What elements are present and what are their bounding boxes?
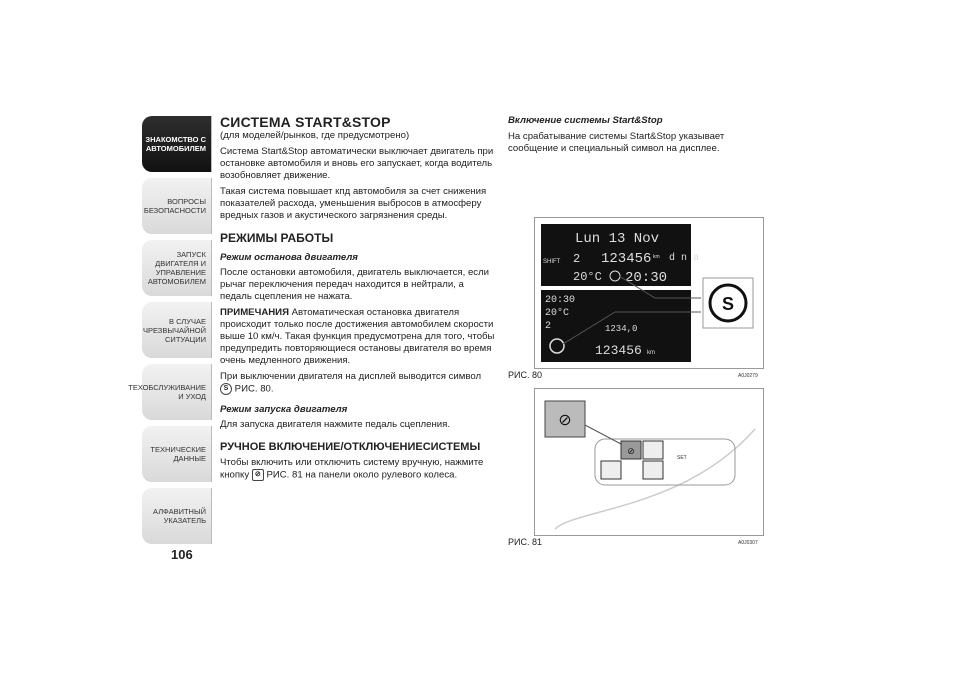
figure-81-caption: РИС. 81 (508, 537, 542, 547)
tab-alfavitny[interactable]: АЛФАВИТНЫЙ УКАЗАТЕЛЬ (142, 488, 212, 544)
paragraph (220, 371, 495, 396)
section-heading: РЕЖИМЫ РАБОТЫ (220, 231, 334, 245)
subsection-heading: Режим останова двигателя (220, 252, 358, 263)
note-label: ПРИМЕЧАНИЯ (220, 307, 289, 318)
set-label: SET (677, 455, 687, 461)
display-temp: 20°C (545, 308, 570, 319)
figure-80-code: A0J0279 (738, 373, 758, 379)
panel-button[interactable] (643, 461, 663, 479)
page-number: 106 (171, 547, 193, 562)
display-time: 20:30 (545, 295, 576, 306)
display-unit: km (653, 254, 660, 260)
figure-80-caption: РИС. 80 (508, 370, 542, 380)
panel-button[interactable] (643, 441, 663, 459)
text: РИС. 80. (232, 383, 274, 395)
display-unit: km (647, 350, 655, 356)
right-column (508, 115, 768, 155)
paragraph: Такая система повышает кпд автомобиля за счет снижения показателей расхода, уменьшения выбросов в атмосферу вредных газов и акустического загрязнения среды. (220, 186, 487, 221)
paragraph: Система Start&Stop автоматически выключает двигатель при остановке автомобиля и вновь его запускает, когда водитель возобновляет движение. (220, 146, 494, 181)
tab-znakomstvo[interactable]: ЗНАКОМСТВО С АВТОМОБИЛЕМ (142, 116, 212, 172)
section-heading: РУЧНОЕ ВКЛЮЧЕНИЕ/ОТКЛЮЧЕНИЕСИСТЕМЫ (220, 440, 481, 453)
subsection-heading: Режим запуска двигателя (220, 403, 348, 415)
display-temp: 20°C (573, 270, 602, 284)
left-column (220, 115, 495, 485)
subsection-heading: Включение системы Start&Stop (508, 115, 663, 126)
display-odometer: 123456 (601, 251, 652, 267)
display-date: Lun 13 Nov (575, 231, 660, 247)
text: При выключении двигателя на дисплей выводится символ (220, 371, 482, 382)
start-stop-button-icon: ⊘ (627, 446, 635, 456)
pointer-line (585, 425, 621, 444)
figure-80 (534, 217, 764, 369)
start-stop-button-icon: ⊘ (252, 469, 264, 481)
paragraph: Для запуска двигателя нажмите педаль сцепления. (220, 418, 450, 430)
note-text: Автоматическая остановка двигателя происходит только после достижения автомобилем скорости выше 10 км/ч. Такая функция предусмотрена для того, чтобы предупредить повторяющиеся остановы двигателя во время очень медленного движения. (220, 307, 495, 366)
start-stop-symbol-letter: S (721, 294, 735, 314)
figure-81-code: A0J0307 (738, 540, 758, 546)
start-stop-button-icon: ⊘ (558, 412, 572, 429)
tab-chrezvychaynaya[interactable]: В СЛУЧАЕ ЧРЕЗВЫЧАЙНОЙ СИТУАЦИИ (142, 302, 212, 358)
figure-81 (534, 388, 764, 536)
paragraph: На срабатывание системы Start&Stop указывает сообщение и специальный символ на дисплее. (508, 131, 725, 154)
panel-button[interactable] (601, 461, 621, 479)
tab-zapusk[interactable]: ЗАПУСК ДВИГАТЕЛЯ И УПРАВЛЕНИЕ АВТОМОБИЛЕМ (142, 240, 212, 296)
display-gear: 2 (573, 252, 581, 266)
text: Чтобы включить или отключить систему вручную, нажмите кнопку (220, 456, 484, 481)
tab-tekhobsluzhivanie[interactable]: ТЕХОБСЛУЖИВАНИЕ И УХОД (142, 364, 212, 420)
start-stop-symbol-icon: S (220, 383, 232, 395)
paragraph (220, 457, 495, 482)
display-gear: 2 (545, 321, 552, 332)
page-title: СИСТЕМА START&STOP (220, 114, 391, 130)
display-mode-letters: d n a (669, 253, 700, 264)
tab-bezopasnost[interactable]: ВОПРОСЫ БЕЗОПАСНОСТИ (142, 178, 212, 234)
display-trip: 1234,0 (605, 324, 638, 334)
display-illustration (535, 218, 763, 368)
panel-illustration (535, 389, 763, 535)
tab-tekhnicheskie[interactable]: ТЕХНИЧЕСКИЕ ДАННЫЕ (142, 426, 212, 482)
shift-label: SHIFT (543, 259, 561, 265)
note (220, 307, 495, 367)
paragraph: После остановки автомобиля, двигатель выключается, если рычаг переключения передач находится в нейтрали, а педаль сцепления не нажата. (220, 267, 490, 302)
display-time: 20:30 (625, 270, 668, 286)
subtitle: (для моделей/рынков, где предусмотрено) (220, 130, 410, 141)
display-odometer: 123456 (595, 343, 642, 358)
text: РИС. 81 на панели около рулевого колеса. (263, 469, 458, 481)
